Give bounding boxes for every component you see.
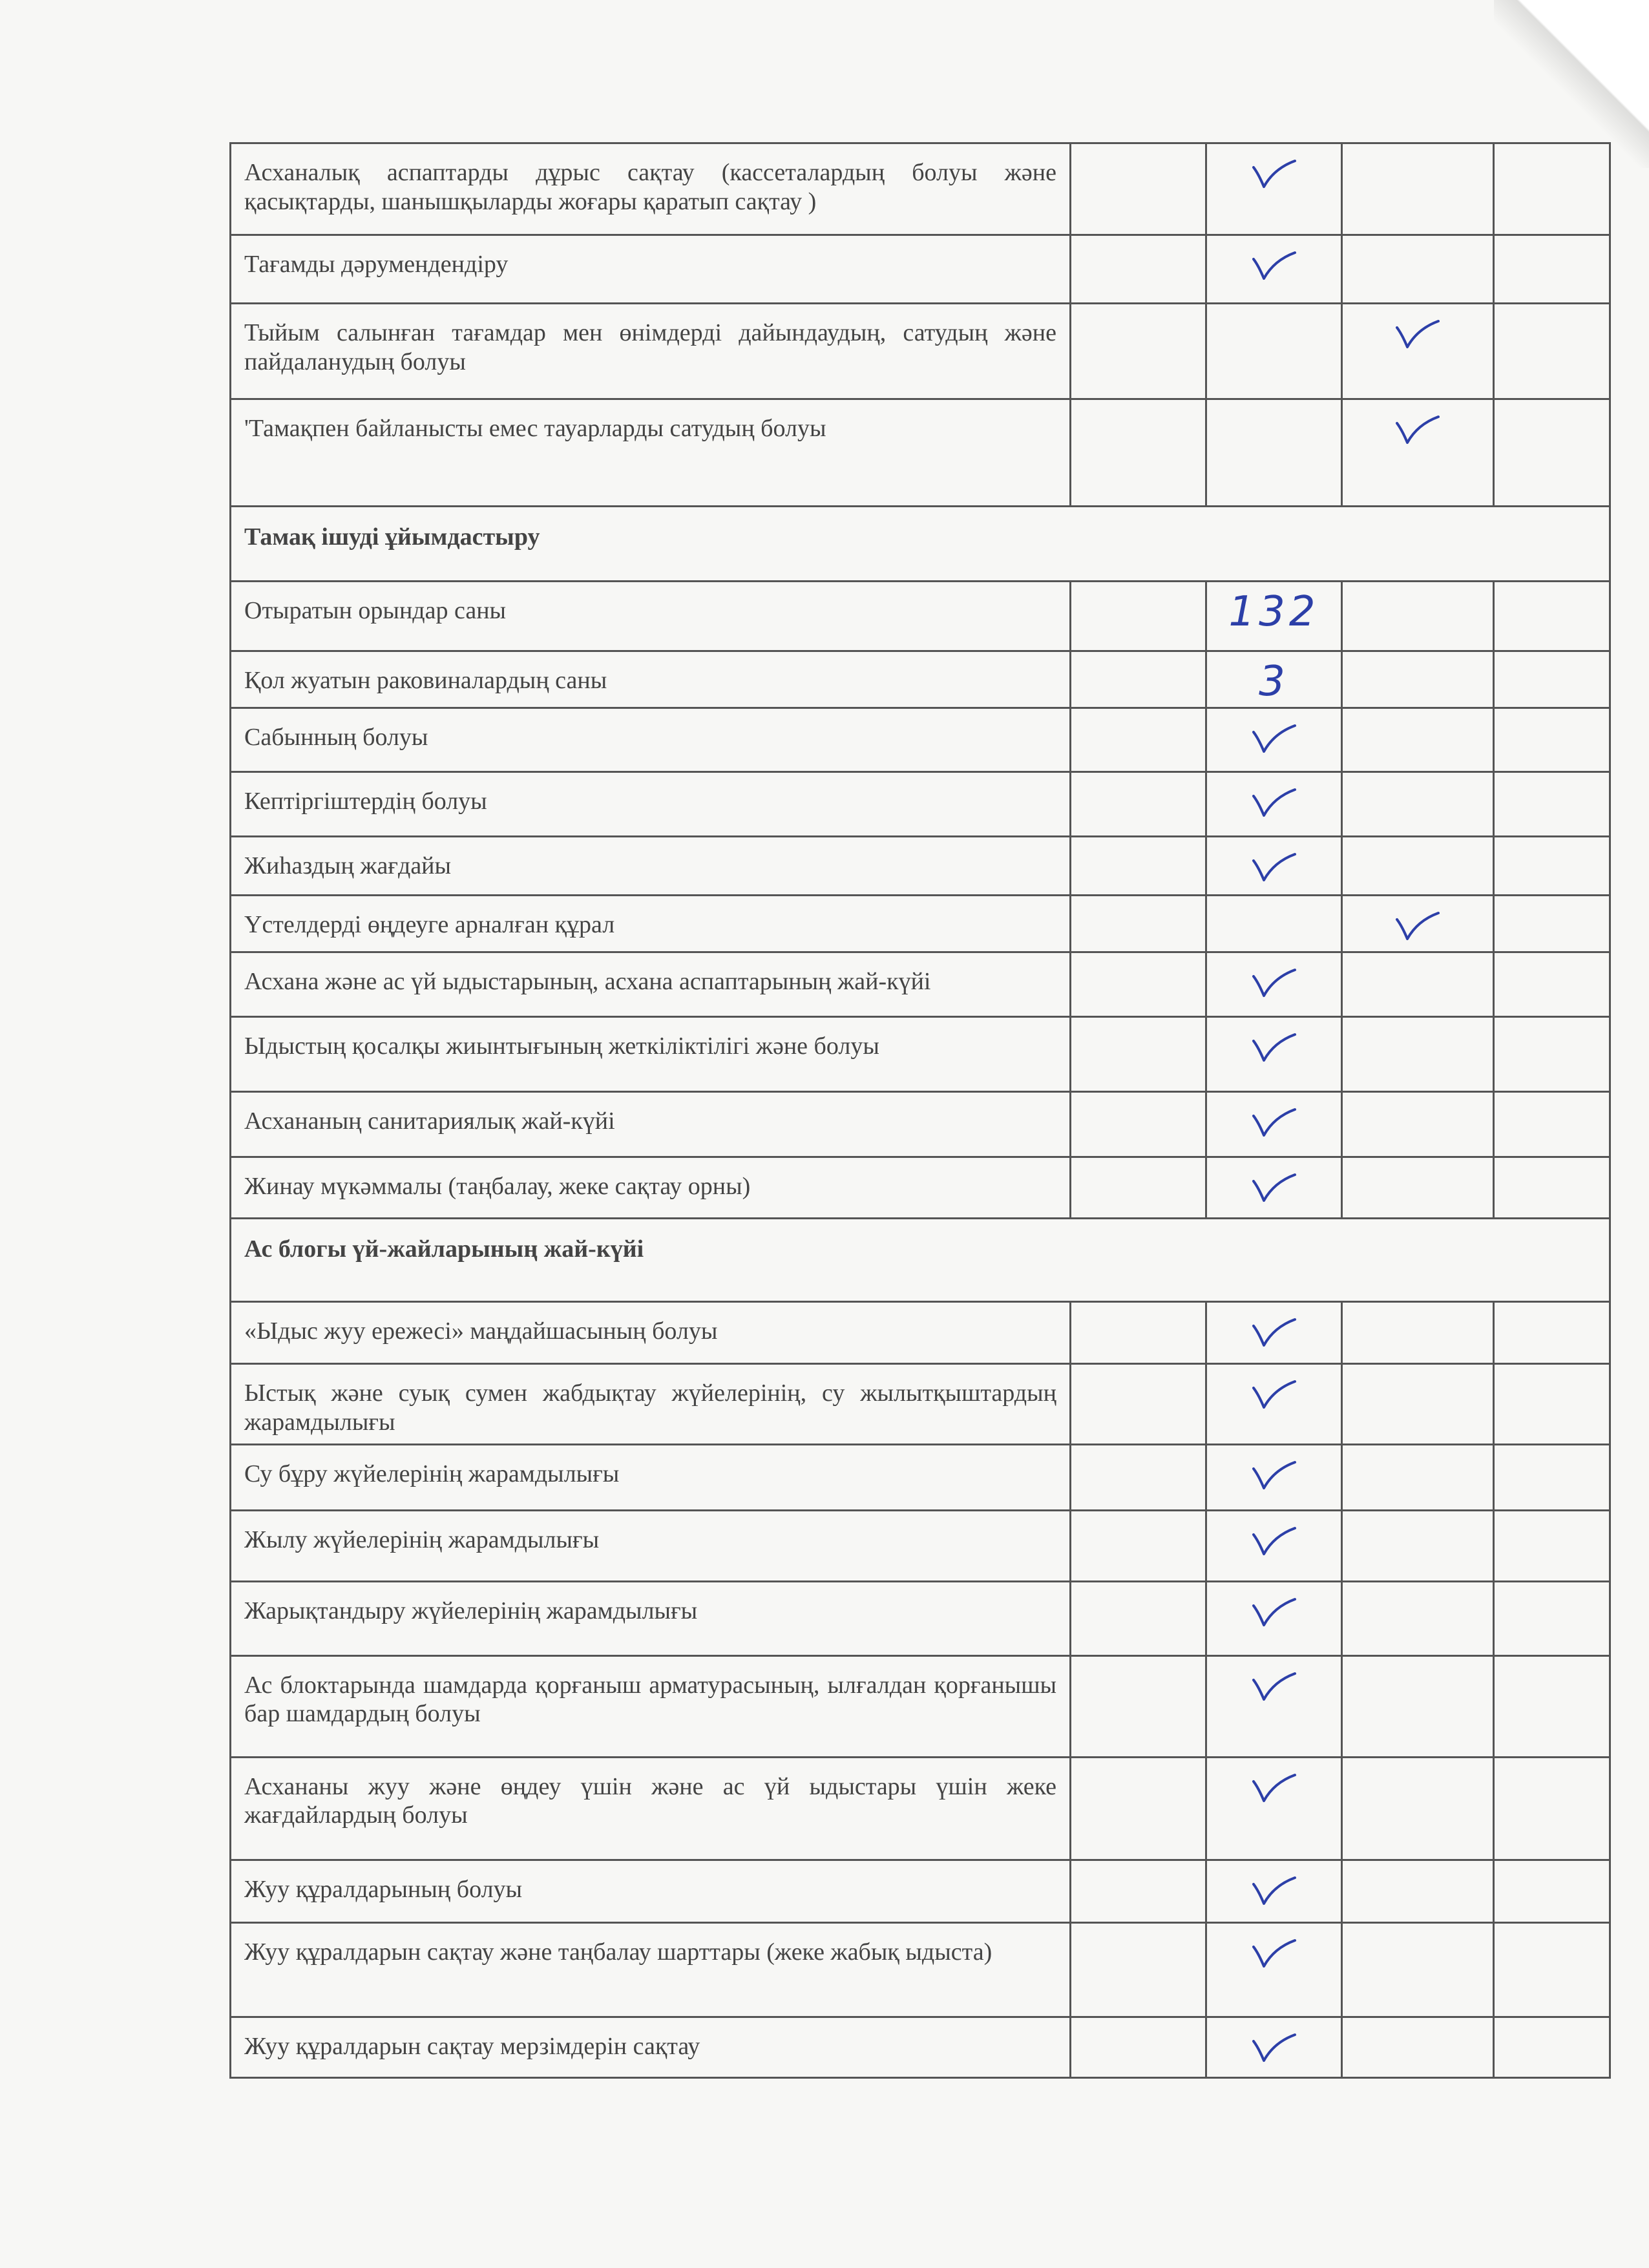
mark-cell-col-2	[1206, 708, 1342, 772]
mark-cell-col-3	[1342, 708, 1494, 772]
table-row	[231, 1444, 1610, 1510]
criterion-text: Жарықтандыру жүйелерінің жарамдылығы	[231, 1581, 1071, 1655]
criterion-text: Кептіргіштердің болуы	[231, 772, 1071, 837]
criterion-text: 'Тамақпен байланысты емес тауарларды сатудың болуы	[231, 399, 1071, 507]
handwritten-check-mark-icon	[1251, 1524, 1297, 1558]
table-row	[231, 772, 1610, 837]
mark-cell-col-1	[1071, 2017, 1206, 2077]
mark-cell-col-4	[1494, 304, 1610, 399]
mark-cell-col-1	[1071, 1922, 1206, 2017]
mark-cell-col-2	[1206, 837, 1342, 896]
criterion-text: Асханалық аспаптарды дұрыс сақтау (кассеталардың болуы және қасықтарды, шанышқыларды жоғары қаратып сақтау )	[231, 143, 1071, 235]
table-row	[231, 1302, 1610, 1364]
table-row	[231, 143, 1610, 235]
mark-cell-col-4	[1494, 952, 1610, 1017]
mark-cell-col-3	[1342, 896, 1494, 952]
table-row	[231, 2017, 1610, 2077]
handwritten-check-mark-icon	[1251, 2031, 1297, 2064]
mark-cell-col-4	[1494, 1092, 1610, 1157]
mark-cell-col-2	[1206, 143, 1342, 235]
table-row	[231, 235, 1610, 304]
handwritten-check-mark-icon	[1251, 786, 1297, 819]
mark-cell-col-2	[1206, 952, 1342, 1017]
mark-cell-col-1	[1071, 1655, 1206, 1757]
criterion-text: Қол жуатын раковиналардың саны	[231, 651, 1071, 708]
mark-cell-col-4	[1494, 582, 1610, 651]
handwritten-check-mark-icon	[1251, 1670, 1297, 1703]
mark-cell-col-2	[1206, 896, 1342, 952]
criterion-text: Жылу жүйелерінің жарамдылығы	[231, 1510, 1071, 1581]
criterion-text: Ыстық және суық сумен жабдықтау жүйелерінің, су жылытқыштардың жарамдылығы	[231, 1364, 1071, 1445]
checklist-body	[231, 143, 1610, 2078]
mark-cell-col-1	[1071, 235, 1206, 304]
handwritten-check-mark-icon	[1251, 722, 1297, 755]
table-row	[231, 1922, 1610, 2017]
handwritten-check-mark-icon	[1251, 1937, 1297, 1970]
mark-cell-col-3	[1342, 1017, 1494, 1092]
mark-cell-col-4	[1494, 1017, 1610, 1092]
handwritten-check-mark-icon	[1251, 1316, 1297, 1349]
criterion-text: «Ыдыс жуу ережесі» маңдайшасының болуы	[231, 1302, 1071, 1364]
criterion-text: Су бұру жүйелерінің жарамдылығы	[231, 1444, 1071, 1510]
mark-cell-col-3	[1342, 582, 1494, 651]
criterion-text: Жинау мүкәммалы (таңбалау, жеке сақтау орны)	[231, 1157, 1071, 1219]
mark-cell-col-1	[1071, 1302, 1206, 1364]
mark-cell-col-2	[1206, 1092, 1342, 1157]
mark-cell-col-4	[1494, 399, 1610, 507]
criterion-text: Ас блоктарында шамдарда қорғаныш арматурасының, ылғалдан қорғанышы бар шамдардың болуы	[231, 1655, 1071, 1757]
mark-cell-col-1	[1071, 304, 1206, 399]
mark-cell-col-2	[1206, 1510, 1342, 1581]
mark-cell-col-3	[1342, 1860, 1494, 1922]
table-row	[231, 1017, 1610, 1092]
table-row	[231, 1860, 1610, 1922]
mark-cell-col-2	[1206, 582, 1342, 651]
handwritten-check-mark-icon	[1251, 966, 1297, 1000]
mark-cell-col-1	[1071, 1364, 1206, 1445]
table-row	[231, 952, 1610, 1017]
table-row	[231, 651, 1610, 708]
mark-cell-col-4	[1494, 1444, 1610, 1510]
handwritten-check-mark-icon	[1251, 249, 1297, 282]
mark-cell-col-2	[1206, 1017, 1342, 1092]
mark-cell-col-2	[1206, 304, 1342, 399]
mark-cell-col-4	[1494, 1364, 1610, 1445]
section-header-row	[231, 1219, 1610, 1302]
criterion-text: Асхананың санитариялық жай-күйі	[231, 1092, 1071, 1157]
mark-cell-col-2	[1206, 1757, 1342, 1860]
criterion-text: Сабынның болуы	[231, 708, 1071, 772]
mark-cell-col-1	[1071, 837, 1206, 896]
criterion-text: Асхана және ас үй ыдыстарының, асхана аспаптарының жай-күйі	[231, 952, 1071, 1017]
table-row	[231, 399, 1610, 507]
mark-cell-col-1	[1071, 1444, 1206, 1510]
mark-cell-col-1	[1071, 896, 1206, 952]
criterion-text: Жуу құралдарының болуы	[231, 1860, 1071, 1922]
mark-cell-col-3	[1342, 235, 1494, 304]
table-row	[231, 1364, 1610, 1445]
mark-cell-col-2	[1206, 235, 1342, 304]
handwritten-check-mark-icon	[1394, 317, 1441, 351]
table-row	[231, 1092, 1610, 1157]
mark-cell-col-2	[1206, 651, 1342, 708]
section-header-row	[231, 507, 1610, 582]
handwritten-check-mark-icon	[1251, 1458, 1297, 1492]
mark-cell-col-3	[1342, 651, 1494, 708]
mark-cell-col-3	[1342, 1581, 1494, 1655]
criterion-text: Жуу құралдарын сақтау және таңбалау шарттары (жеке жабық ыдыста)	[231, 1922, 1071, 2017]
mark-cell-col-3	[1342, 399, 1494, 507]
handwritten-check-mark-icon	[1251, 1595, 1297, 1629]
table-row	[231, 304, 1610, 399]
criterion-text: Жуу құралдарын сақтау мерзімдерін сақтау	[231, 2017, 1071, 2077]
handwritten-check-mark-icon	[1251, 1171, 1297, 1204]
mark-cell-col-4	[1494, 1581, 1610, 1655]
handwritten-value: 132	[1228, 588, 1319, 636]
criterion-text: Үстелдерді өңдеуге арналған құрал	[231, 896, 1071, 952]
handwritten-value: 3	[1259, 658, 1289, 706]
mark-cell-col-3	[1342, 304, 1494, 399]
mark-cell-col-3	[1342, 1092, 1494, 1157]
mark-cell-col-1	[1071, 399, 1206, 507]
mark-cell-col-2	[1206, 1860, 1342, 1922]
table-row	[231, 1510, 1610, 1581]
table-row	[231, 896, 1610, 952]
mark-cell-col-4	[1494, 235, 1610, 304]
mark-cell-col-4	[1494, 651, 1610, 708]
mark-cell-col-2	[1206, 1581, 1342, 1655]
mark-cell-col-4	[1494, 1655, 1610, 1757]
mark-cell-col-4	[1494, 1157, 1610, 1219]
handwritten-check-mark-icon	[1251, 1771, 1297, 1805]
handwritten-check-mark-icon	[1251, 157, 1297, 191]
table-row	[231, 1757, 1610, 1860]
mark-cell-col-1	[1071, 1581, 1206, 1655]
handwritten-check-mark-icon	[1251, 1106, 1297, 1139]
mark-cell-col-4	[1494, 1757, 1610, 1860]
handwritten-check-mark-icon	[1251, 1378, 1297, 1411]
section-title: Тамақ ішуді ұйымдастыру	[231, 507, 1610, 582]
mark-cell-col-3	[1342, 1922, 1494, 2017]
table-row	[231, 837, 1610, 896]
mark-cell-col-4	[1494, 896, 1610, 952]
mark-cell-col-2	[1206, 1302, 1342, 1364]
table-row	[231, 1157, 1610, 1219]
inspection-checklist-table	[229, 142, 1611, 2079]
mark-cell-col-4	[1494, 772, 1610, 837]
mark-cell-col-2	[1206, 772, 1342, 837]
mark-cell-col-1	[1071, 1860, 1206, 1922]
mark-cell-col-3	[1342, 1157, 1494, 1219]
mark-cell-col-3	[1342, 837, 1494, 896]
mark-cell-col-1	[1071, 582, 1206, 651]
mark-cell-col-3	[1342, 772, 1494, 837]
handwritten-check-mark-icon	[1251, 1031, 1297, 1064]
mark-cell-col-3	[1342, 1510, 1494, 1581]
criterion-text: Тыйым салынған тағамдар мен өнімдерді дайындаудың, сатудың және пайдаланудың болуы	[231, 304, 1071, 399]
handwritten-check-mark-icon	[1251, 1874, 1297, 1907]
mark-cell-col-3	[1342, 1444, 1494, 1510]
mark-cell-col-4	[1494, 1510, 1610, 1581]
mark-cell-col-4	[1494, 837, 1610, 896]
mark-cell-col-1	[1071, 1757, 1206, 1860]
table-row	[231, 708, 1610, 772]
table-row	[231, 1581, 1610, 1655]
mark-cell-col-4	[1494, 1922, 1610, 2017]
mark-cell-col-3	[1342, 143, 1494, 235]
table-row	[231, 1655, 1610, 1757]
handwritten-check-mark-icon	[1394, 413, 1441, 446]
mark-cell-col-4	[1494, 2017, 1610, 2077]
mark-cell-col-2	[1206, 1922, 1342, 2017]
table-row	[231, 582, 1610, 651]
mark-cell-col-3	[1342, 1302, 1494, 1364]
criterion-text: Ыдыстың қосалқы жиынтығының жеткіліктілігі және болуы	[231, 1017, 1071, 1092]
mark-cell-col-1	[1071, 708, 1206, 772]
mark-cell-col-4	[1494, 1860, 1610, 1922]
mark-cell-col-3	[1342, 1364, 1494, 1445]
mark-cell-col-2	[1206, 1157, 1342, 1219]
criterion-text: Жиһаздың жағдайы	[231, 837, 1071, 896]
mark-cell-col-2	[1206, 1655, 1342, 1757]
mark-cell-col-1	[1071, 952, 1206, 1017]
mark-cell-col-4	[1494, 1302, 1610, 1364]
mark-cell-col-1	[1071, 143, 1206, 235]
mark-cell-col-2	[1206, 1444, 1342, 1510]
mark-cell-col-2	[1206, 2017, 1342, 2077]
mark-cell-col-1	[1071, 1017, 1206, 1092]
criterion-text: Тағамды дәрумендендіру	[231, 235, 1071, 304]
mark-cell-col-2	[1206, 399, 1342, 507]
mark-cell-col-3	[1342, 1757, 1494, 1860]
section-title: Ас блогы үй-жайларының жай-күйі	[231, 1219, 1610, 1302]
mark-cell-col-1	[1071, 1157, 1206, 1219]
handwritten-check-mark-icon	[1394, 909, 1441, 943]
criterion-text: Асхананы жуу және өңдеу үшін және ас үй ыдыстары үшін жеке жағдайлардың болуы	[231, 1757, 1071, 1860]
mark-cell-col-4	[1494, 708, 1610, 772]
mark-cell-col-1	[1071, 1092, 1206, 1157]
mark-cell-col-3	[1342, 2017, 1494, 2077]
mark-cell-col-1	[1071, 1510, 1206, 1581]
handwritten-check-mark-icon	[1251, 850, 1297, 884]
mark-cell-col-2	[1206, 1364, 1342, 1445]
criterion-text: Отыратын орындар саны	[231, 582, 1071, 651]
mark-cell-col-1	[1071, 651, 1206, 708]
mark-cell-col-1	[1071, 772, 1206, 837]
mark-cell-col-3	[1342, 952, 1494, 1017]
mark-cell-col-4	[1494, 143, 1610, 235]
mark-cell-col-3	[1342, 1655, 1494, 1757]
